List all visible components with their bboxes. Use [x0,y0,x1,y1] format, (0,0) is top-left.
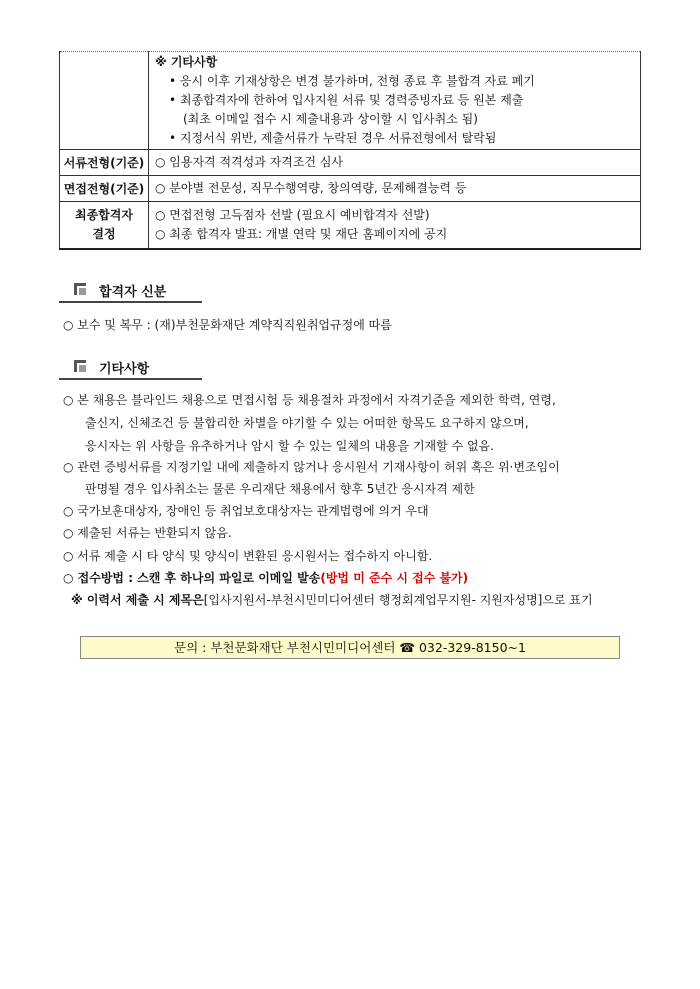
misc-note-3: • 지정서식 위반, 제출서류가 누락된 경우 서류전형에서 탈락됨 [169,131,497,145]
submission-warning: (방법 미 준수 시 접수 불가) [320,571,469,585]
misc-notes-title: ※ 기타사항 [155,55,218,69]
row-header-document-screening: 서류전형(기준) [60,150,149,176]
note-label: ※ 이력서 제출 시 제목은 [71,593,204,607]
contact-box [80,636,620,659]
note-tail: 으로 표기 [542,593,593,607]
documents-line-2: 판명될 경우 입사취소는 물론 우리재단 채용에서 향후 5년간 응시자격 제한 [85,482,475,496]
title-format-note [71,591,593,608]
criteria-line: ○ 면접전형 고득점자 선발 (필요시 예비합격자 선발) [155,208,430,222]
misc-note-2-detail: (최초 이메일 접수 시 제출내용과 상이할 시 입사취소 됨) [183,112,478,126]
documents-item: ○ 관련 증빙서류를 지정기일 내에 제출하지 않거나 응시원서 기재사항이 허위 혹은 위·변조임이 [63,460,560,474]
misc-note-1: • 응시 이후 기재상항은 변경 불가하며, 전형 종료 후 불합격 자료 폐기 [169,74,535,88]
section-title: 기타사항 [99,362,150,377]
criteria-line: ○ 임용자격 적격성과 자격조건 심사 [155,155,344,169]
final-decision-criteria [149,202,641,250]
return-item: ○ 제출된 서류는 반환되지 않음. [63,526,232,540]
table-row [60,52,641,150]
blind-hiring-item: ○ 본 채용은 블라인드 채용으로 면접시험 등 채용절차 과정에서 자격기준을 제외한 학력, 연령, [63,393,556,407]
note-format: [입사지원서-부천시민미디어센터 행정회계업무지원- 지원자성명] [203,593,543,607]
criteria-line: ○ 분야별 전문성, 직무수행역량, 창의역량, 문제해결능력 등 [155,181,467,195]
row-header-final-decision [60,202,149,250]
section-header-misc [59,354,202,380]
section-title: 합격자 신분 [99,285,167,300]
document-screening-criteria [149,150,641,176]
table-row [60,176,641,202]
header-line: 결정 [92,227,116,241]
misc-notes-cell [149,52,641,150]
salary-item: ○ 보수 및 복무 : (재)부천문화재단 계약직직원취업규정에 따름 [63,318,392,332]
phone-icon: ☎ [399,640,415,655]
contact-phone: 032-329-8150~1 [418,640,526,655]
table-row [60,202,641,250]
blind-hiring-line-3: 응시자는 위 사항을 유추하거나 암시 할 수 있는 일체의 내용을 기재할 수 없음. [85,439,494,453]
veterans-item: ○ 국가보훈대상자, 장애인 등 취업보호대상자는 관계법령에 의거 우대 [63,504,429,518]
submission-method-text: ○ 접수방법 : 스캔 후 하나의 파일로 이메일 발송 [63,571,321,585]
blind-hiring-line-2: 출신지, 신체조건 등 불합리한 차별을 야기할 수 있는 어떠한 항목도 요구하지 않으며, [85,416,529,430]
table-row [60,150,641,176]
misc-note-2: • 최종합격자에 한하여 입사지원 서류 및 경력증빙자료 등 원본 제출 [169,93,524,107]
section-bullet-icon [74,283,86,295]
row-header-interview: 면접전형(기준) [60,176,149,202]
format-item: ○ 서류 제출 시 타 양식 및 양식이 변환된 응시원서는 접수하지 아니함. [63,549,433,563]
row-header-empty [60,52,149,150]
interview-criteria [149,176,641,202]
submission-method-item [63,569,468,586]
contact-text: 문의 : 부천문화재단 부천시민미디어센터 [174,640,396,655]
criteria-line: ○ 최종 합격자 발표: 개별 연락 및 재단 홈페이지에 공지 [155,227,448,241]
section-bullet-icon [74,360,86,372]
header-line: 최종합격자 [75,208,133,222]
section-header-status [59,277,202,303]
requirements-table [59,51,641,250]
